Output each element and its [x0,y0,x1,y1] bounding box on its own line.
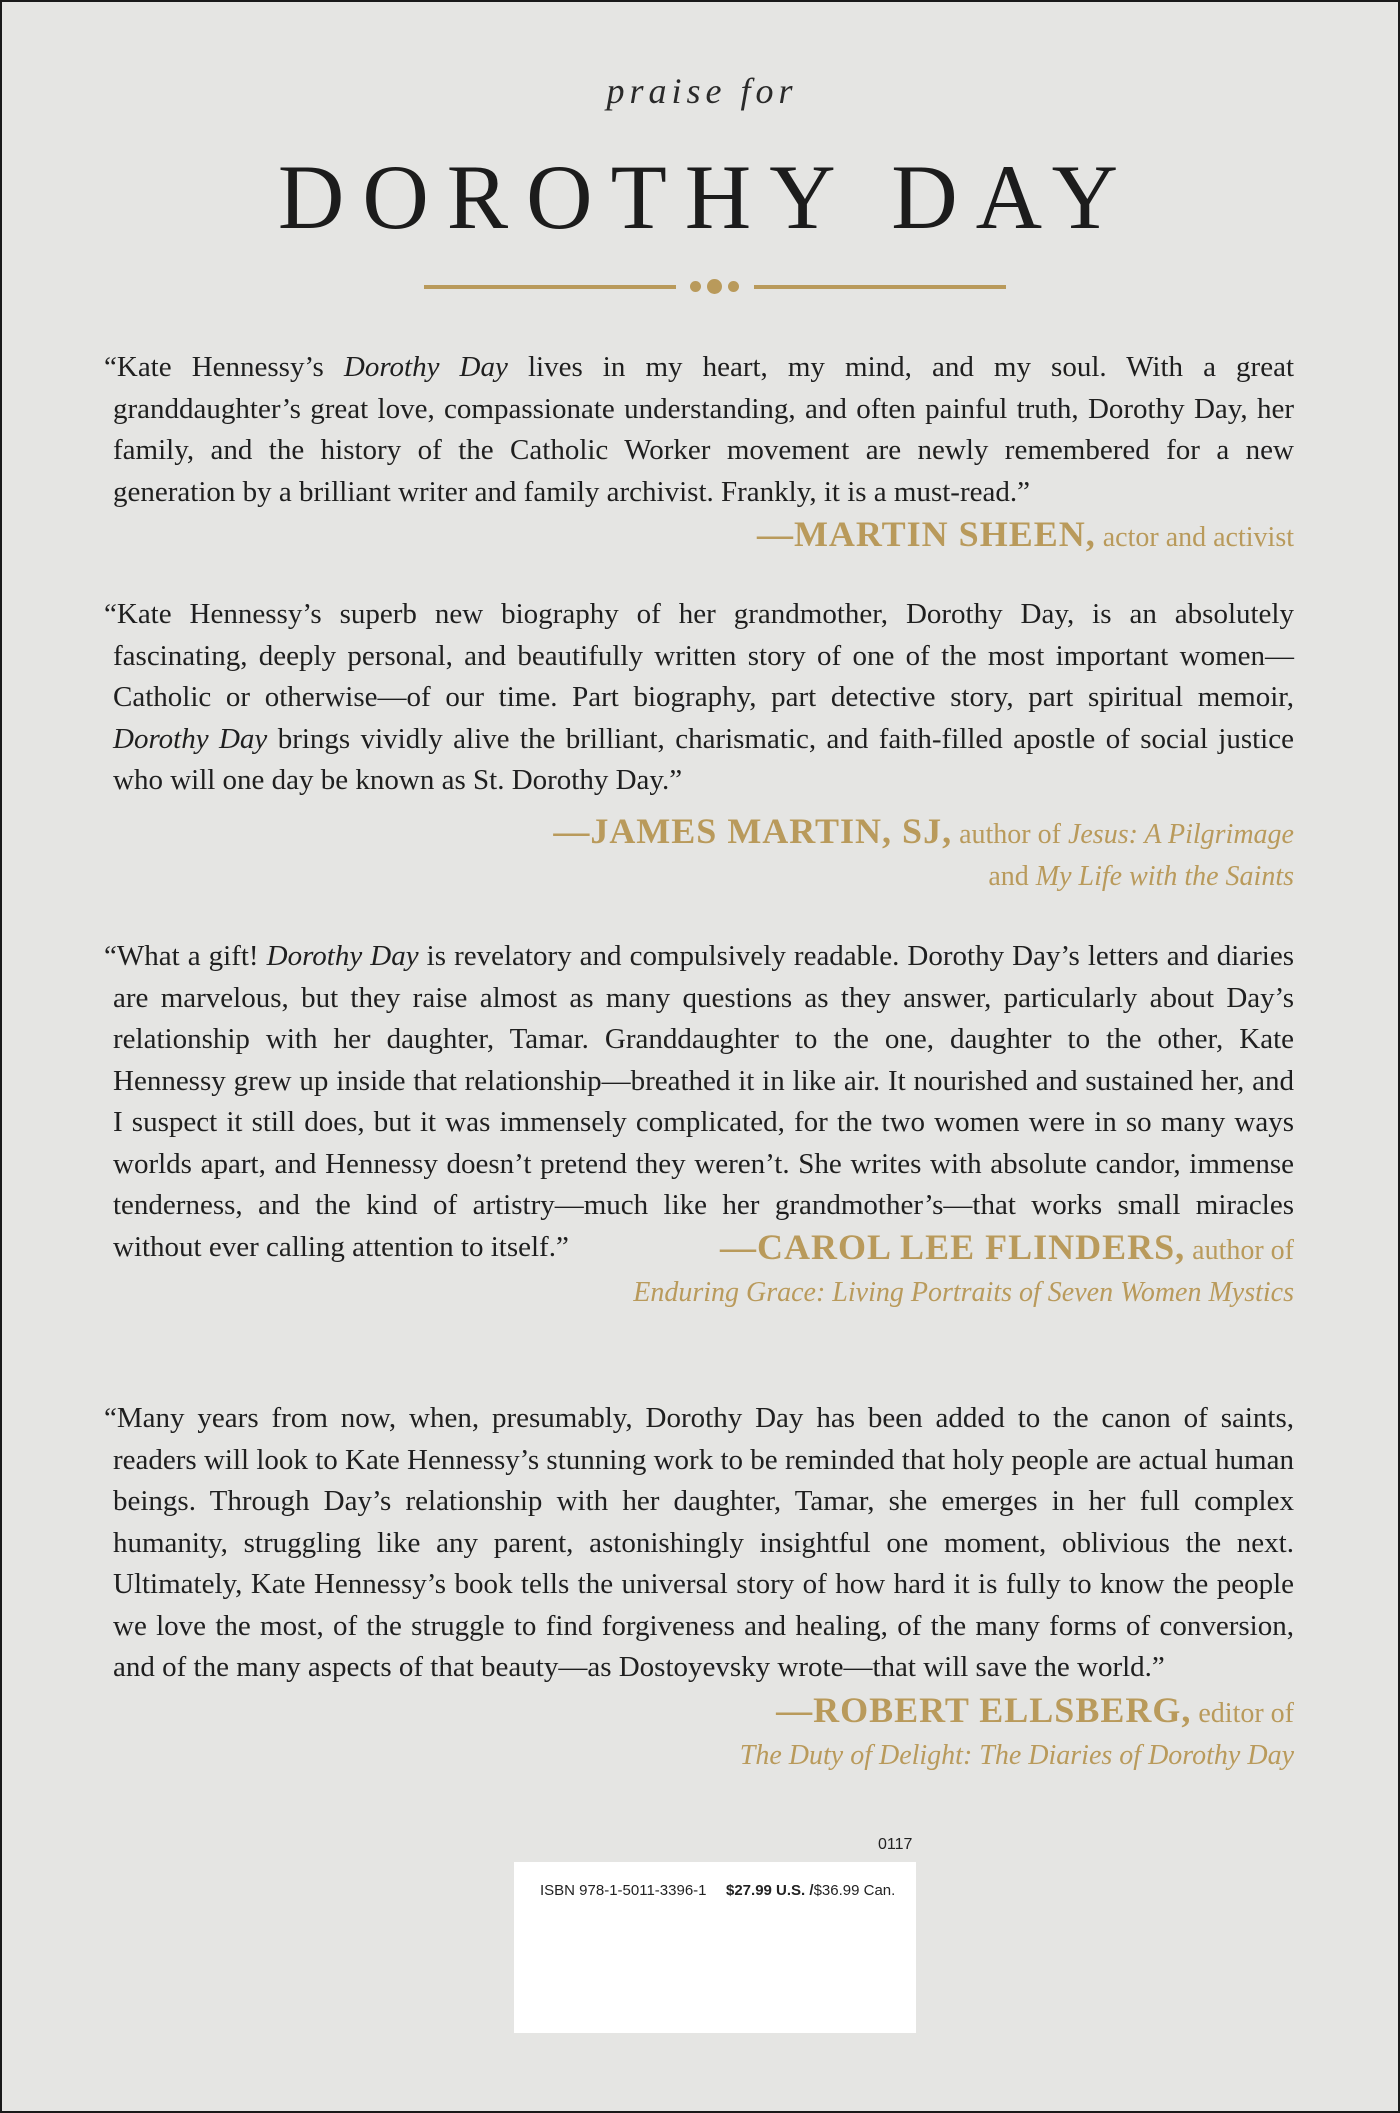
divider-dot-center [707,279,722,294]
attribution-name: —CAROL LEE FLINDERS, [720,1227,1186,1267]
attribution-book: The Duty of Delight: The Diaries of Dorothy Day [739,1739,1294,1771]
divider-dot [728,281,739,292]
barcode-box [514,1862,916,2033]
attribution-role: author of [1185,1235,1294,1266]
divider-line-left [424,285,676,289]
praise-quote-2 [104,594,1294,898]
divider-line-right [754,285,1006,289]
praise-quote-1 [104,347,1294,559]
isbn-number: ISBN 978-1-5011-3396-1 [540,1882,707,1899]
quote-attribution: —JAMES MARTIN, SJ, author of Jesus: A Pilgrimage and My Life with the Saints [553,810,1294,892]
attribution-name: —ROBERT ELLSBERG, [776,1689,1192,1730]
quote-text: “What a gift! Dorothy Day is revelatory and compulsively readable. Dorothy Day’s letters and diaries are marvelous, but they raise almost as many questions as they answer, particularly about Day’s relationship with her daughter, Tamar. Granddaughter to the one, daughter to the other, Kate Hennessy grew up inside that relationship—breathed it in like air. It nourished and sustained her, and I suspect it still does, but it was immensely complicated, for the two women were in so many ways worlds apart, and Hennessy doesn’t pretend they weren’t. She writes with absolute candor, immense tenderness, and the kind of artistry—much like her grandmother’s—that works small miracles without ever calling attention to itself.” [104,940,1294,1263]
divider-dot [690,281,701,292]
book-title: DOROTHY DAY [277,146,1137,248]
praise-quote-3 [104,936,1294,1314]
attribution-role: author of [952,818,1068,850]
attribution-book: Enduring Grace: Living Portraits of Seven Women Mystics [633,1277,1294,1308]
attribution-book: My Life with the Saints [1035,860,1294,892]
quote-text: “Many years from now, when, presumably, Dorothy Day has been added to the canon of saints, readers will look to Kate Hennessy’s stunning work to be reminded that holy people are actual human beings. Through Day’s relationship with her daughter, Tamar, she emerges in her full complex humanity, struggling like any parent, astonishingly insightful one moment, oblivious the next. Ultimately, Kate Hennessy’s book tells the universal story of how hard it is fully to know the people we love the most, of the struggle to find forgiveness and healing, of the many forms of conversion, and of the many aspects of that beauty—as Dostoyevsky wrote—that will save the world.” [104,1402,1294,1683]
attribution-name: —MARTIN SHEEN, [756,514,1096,554]
attribution-role: editor of [1191,1697,1294,1729]
price-us: $27.99 U.S. / [726,1882,814,1899]
quote-attribution [104,1689,1294,1777]
praise-for-heading: praise for [606,71,798,111]
ornament-divider [424,275,1006,299]
attribution-book: Jesus: A Pilgrimage [1067,818,1294,850]
quote-attribution [104,513,1294,559]
attribution-name: —JAMES MARTIN, SJ, [553,810,953,851]
quote-text: “Kate Hennessy’s Dorothy Day lives in my heart, my mind, and my soul. With a great granddaughter’s great love, compassionate understanding, and often painful truth, Dorothy Day, her family, and the history of the Catholic Worker movement are newly remembered for a new generation by a brilliant writer and family archivist. Frankly, it is a must-read.” [104,351,1295,508]
price-code: 0117 [878,1836,913,1853]
price-label [726,1882,895,1899]
attribution-role: actor and activist [1095,522,1294,553]
price-can: $36.99 Can. [813,1882,896,1899]
praise-quote-4 [104,1398,1294,1777]
quote-text: “Kate Hennessy’s superb new biography of her grandmother, Dorothy Day, is an absolutely fascinating, deeply personal, and beautifully written story of one of the most important women—Catholic or otherwise—of our time. Part biography, part detective story, part spiritual memoir, Dorothy Day brings vividly alive the brilliant, charismatic, and faith-filled apostle of social justice who will one day be known as St. Dorothy Day.” [104,598,1294,796]
